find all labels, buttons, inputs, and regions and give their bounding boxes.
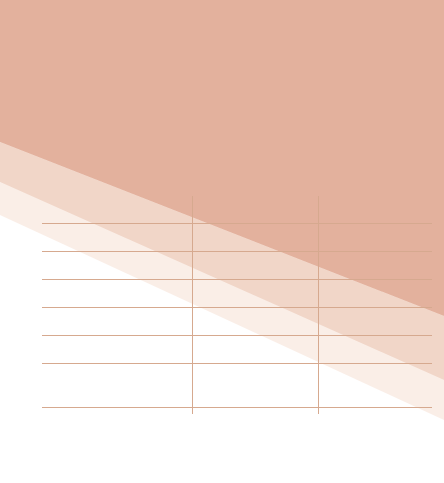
table-row [42,308,432,336]
table-row [42,336,432,364]
table-row [42,280,432,308]
table-row [42,408,432,430]
table-row [42,196,432,224]
table-row [42,364,432,408]
table-row [42,224,432,252]
table-row [42,252,432,280]
